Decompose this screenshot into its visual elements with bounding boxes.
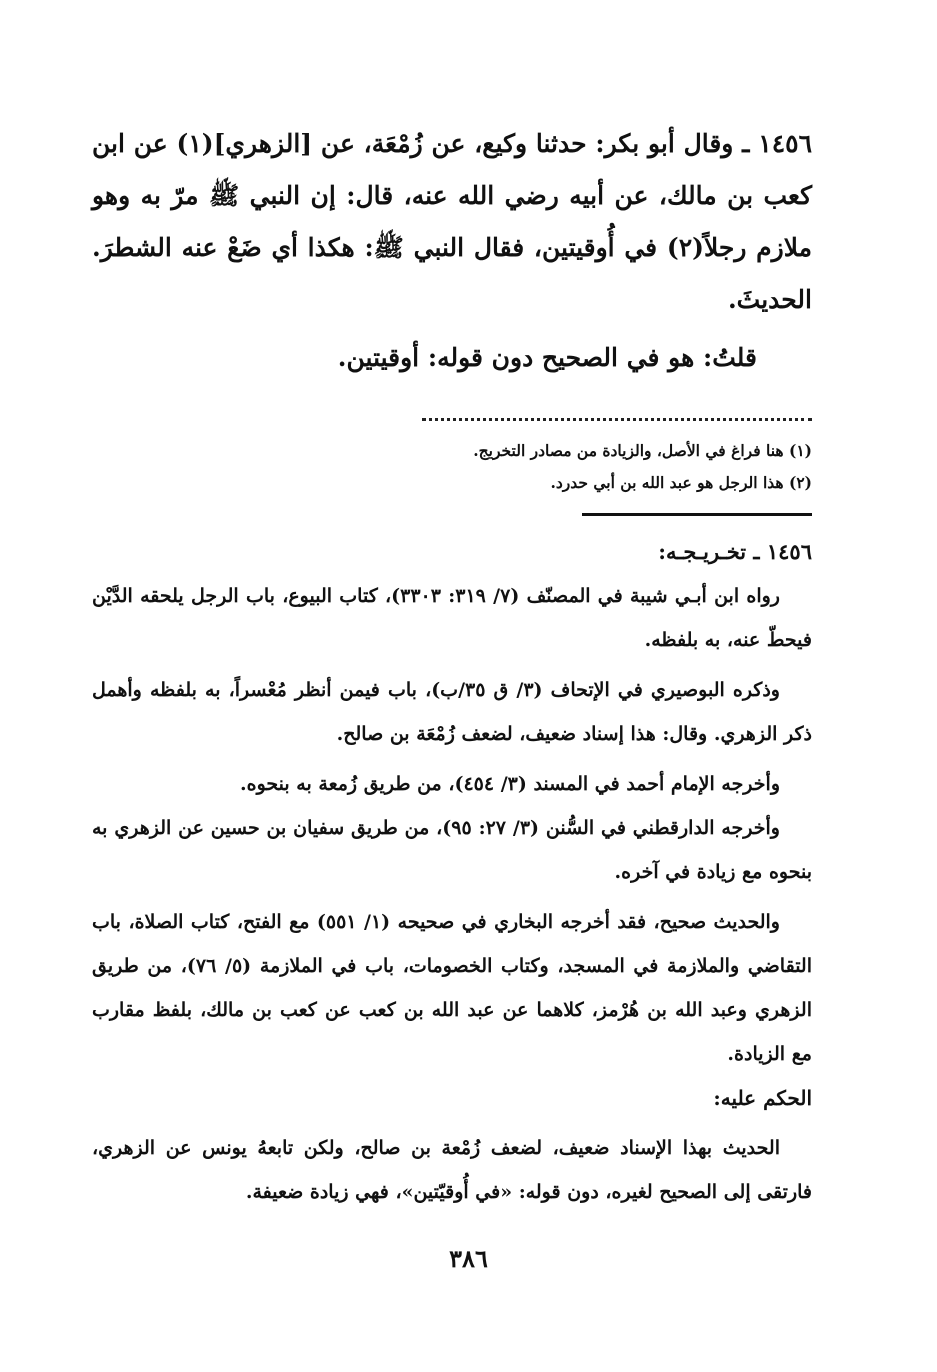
hukm-heading: الحكم عليه: xyxy=(713,1086,812,1110)
takhrij-paragraph-4: وأخرجه الدارقطني في السُّنن (٣/ ٢٧: ٩٥)، من طريق سفيان بن حسين عن الزهري به بنحوه مع زيادة في آخره. xyxy=(92,817,812,883)
footnotes xyxy=(92,435,812,499)
footnote-2: (٢) هذا الرجل هو عبد الله بن أبي حدرد. xyxy=(550,473,812,492)
takhrij-paragraph-1: رواه ابن أبـي شيبة في المصنّف (٧/ ٣١٩: ٣٣٠٣)، كتاب البيوع، باب الرجل يلحقه الدَّيْن فيحطّ عنه، به بلفظه. xyxy=(92,585,812,651)
page-body xyxy=(92,118,812,1214)
section-rule xyxy=(582,513,812,516)
hadith-text: ١٤٥٦ ـ وقال أبو بكر: حدثنا وكيع، عن زُمْعَة، عن [الزهري](١) عن ابن كعب بن مالك، عن أبيه رضي الله عنه، قال: إن النبي ﷺ مرّ به وهو ملازم رجلاً(٢) في أُوقيتين، فقال النبي ﷺ: هكذا أي ضَعْ عنه الشطرَ. الحديثَ. xyxy=(92,129,813,314)
takhrij-paragraph-2: وذكره البوصيري في الإتحاف (٣/ ق ٣٥/ب)، باب فيمن أنظر مُعْسراً، به بلفظه وأهمل ذكر الزهري. وقال: هذا إسناد ضعيف، لضعف زُمْعَة بن صالح. xyxy=(92,679,812,745)
takhrij-heading: ١٤٥٦ ـ تخـريـجـه: xyxy=(658,539,812,564)
hukm-text: الحديث بهذا الإسناد ضعيف، لضعف زُمْعة بن صالح، ولكن تابعهُ يونس عن الزهري، فارتقى إلى الصحيح لغيره، دون قوله: «في أُوقيّتين»، فهي زيادة ضعيفة. xyxy=(92,1137,812,1203)
takhrij-paragraph-3: وأخرجه الإمام أحمد في المسند (٣/ ٤٥٤)، من طريق زُمعة به بنحوه. xyxy=(240,773,780,795)
qult-note: قلتُ: هو في الصحيح دون قوله: أوقيتين. xyxy=(337,343,757,372)
hadith-section xyxy=(92,118,812,384)
page-number: ٣٨٦ xyxy=(449,1244,488,1273)
takhrij-section xyxy=(92,530,812,1214)
takhrij-paragraph-5: والحديث صحيح، فقد أخرجه البخاري في صحيحه (١/ ٥٥١) مع الفتح، كتاب الصلاة، باب التقاضي والملازمة في المسجد، وكتاب الخصومات، باب في الملازمة (٥/ ٧٦)، من طريق الزهري وعبد الله بن هُرْمز، كلاهما عن عبد الله بن كعب عن كعب بن مالك، بلفظ مقارب مع الزيادة. xyxy=(92,911,813,1065)
footnote-separator xyxy=(422,418,812,421)
footnote-1: (١) هنا فراغ في الأصل، والزيادة من مصادر التخريج. xyxy=(473,441,812,460)
